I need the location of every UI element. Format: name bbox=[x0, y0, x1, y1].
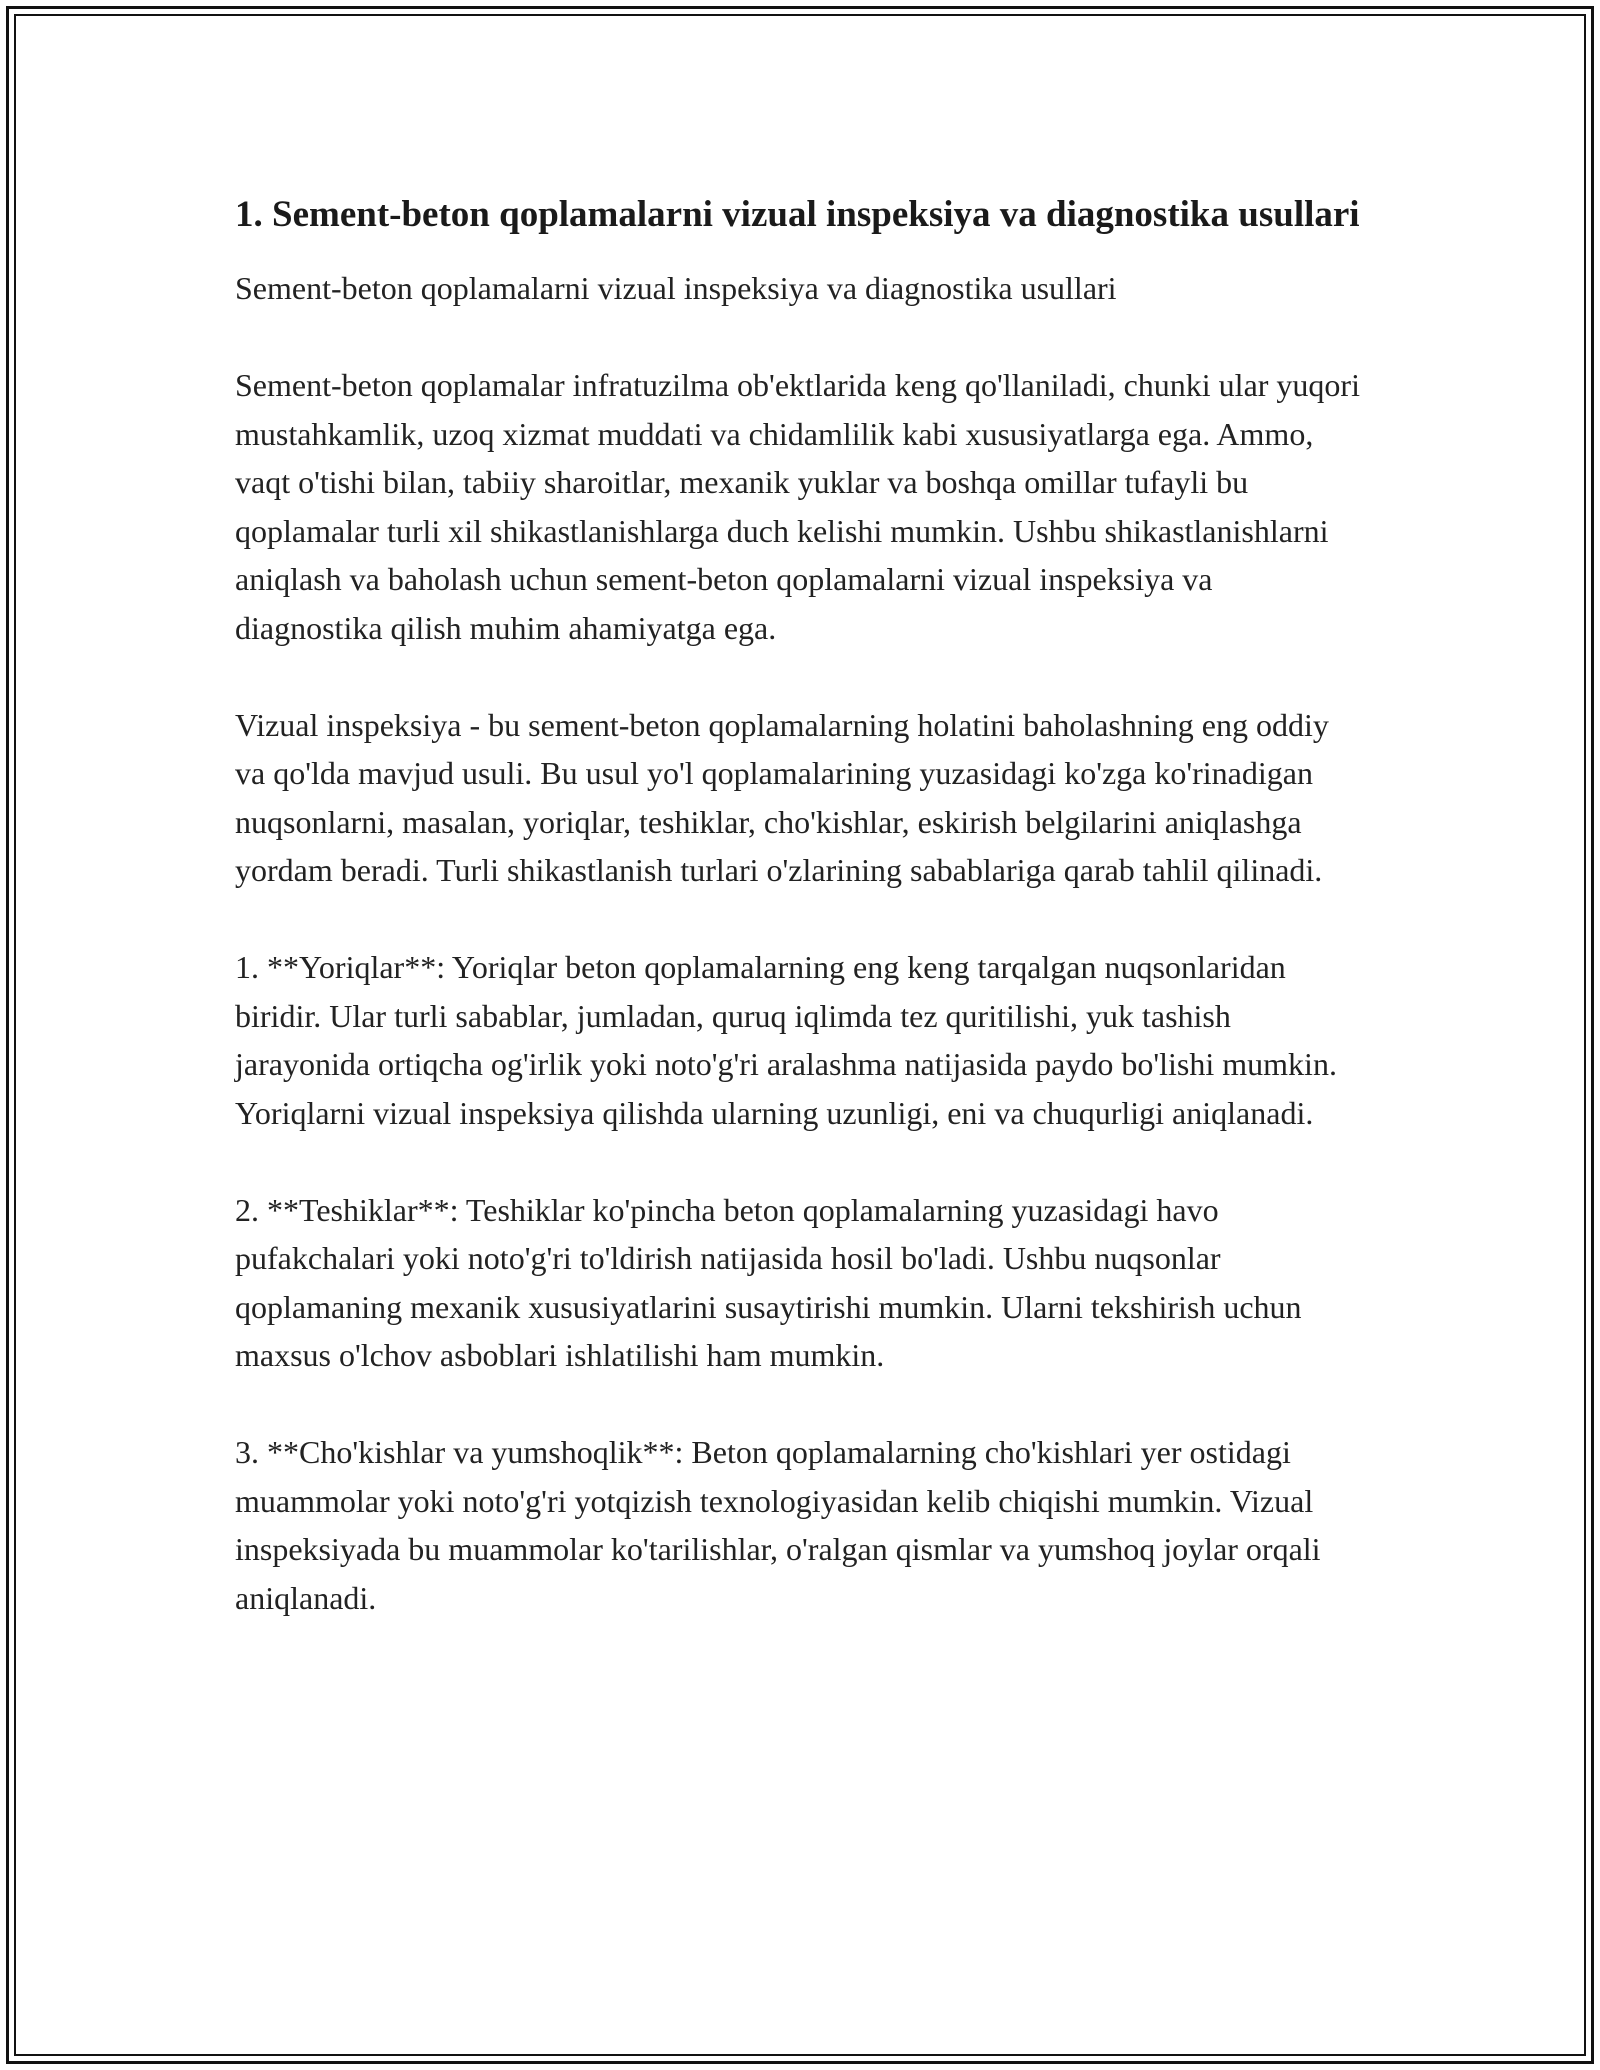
paragraph-introduction: Sement-beton qoplamalar infratuzilma ob'ektlarida keng qo'llaniladi, chunki ular yuqori mustahkamlik, uzoq xizmat muddati va chidamlilik kabi xususiyatlarga ega. Ammo, vaqt o'tishi bilan, tabiiy sharoitlar, mexanik yuklar va boshqa omillar tufayli bu qoplamalar turli xil shikastlanishlarga duch kelishi mumkin. Ushbu shikastlanishlarni aniqlash va baholash uchun sement-beton qoplamalarni vizual inspeksiya va diagnostika qilish muhim ahamiyatga ega. bbox=[235, 367, 1360, 646]
document-heading: 1. Sement-beton qoplamalarni vizual inspeksiya va diagnostika usullari bbox=[235, 194, 1360, 235]
document-body bbox=[235, 188, 1365, 1622]
paragraph-visual-inspection: Vizual inspeksiya - bu sement-beton qoplamalarning holatini baholashning eng oddiy va qo'lda mavjud usuli. Bu usul yo'l qoplamalarining yuzasidagi ko'zga ko'rinadigan nuqsonlarni, masalan, yoriqlar, teshiklar, cho'kishlar, eskirish belgilarini aniqlashga yordam beradi. Turli shikastlanish turlari o'zlarining sabablariga qarab tahlil qilinadi. bbox=[235, 706, 1329, 888]
list-item-settlement: 3. **Cho'kishlar va yumshoqlik**: Beton qoplamalarning cho'kishlari yer ostidagi muammolar yoki noto'g'ri yotqizish texnologiyasidan kelib chiqishi mumkin. Vizual inspeksiyada bu muammolar ko'tarilishlar, o'ralgan qismlar va yumshoq joylar orqali aniqlanadi. bbox=[235, 1434, 1321, 1616]
document-subtitle: Sement-beton qoplamalarni vizual inspeksiya va diagnostika usullari bbox=[235, 270, 1117, 306]
list-item-holes: 2. **Teshiklar**: Teshiklar ko'pincha beton qoplamalarning yuzasidagi havo pufakchalari yoki noto'g'ri to'ldirish natijasida hosil bo'ladi. Ushbu nuqsonlar qoplamaning mexanik xususiyatlarini susaytirishi mumkin. Ularni tekshirish uchun maxsus o'lchov asboblari ishlatilishi ham mumkin. bbox=[235, 1191, 1302, 1373]
list-item-cracks: 1. **Yoriqlar**: Yoriqlar beton qoplamalarning eng keng tarqalgan nuqsonlaridan biridir. Ular turli sabablar, jumladan, quruq iqlimda tez quritilishi, yuk tashish jarayonida ortiqcha og'irlik yoki noto'g'ri aralashma natijasida paydo bo'lishi mumkin. Yoriqlarni vizual inspeksiya qilishda ularning uzunligi, eni va chuqurligi aniqlanadi. bbox=[235, 949, 1337, 1131]
